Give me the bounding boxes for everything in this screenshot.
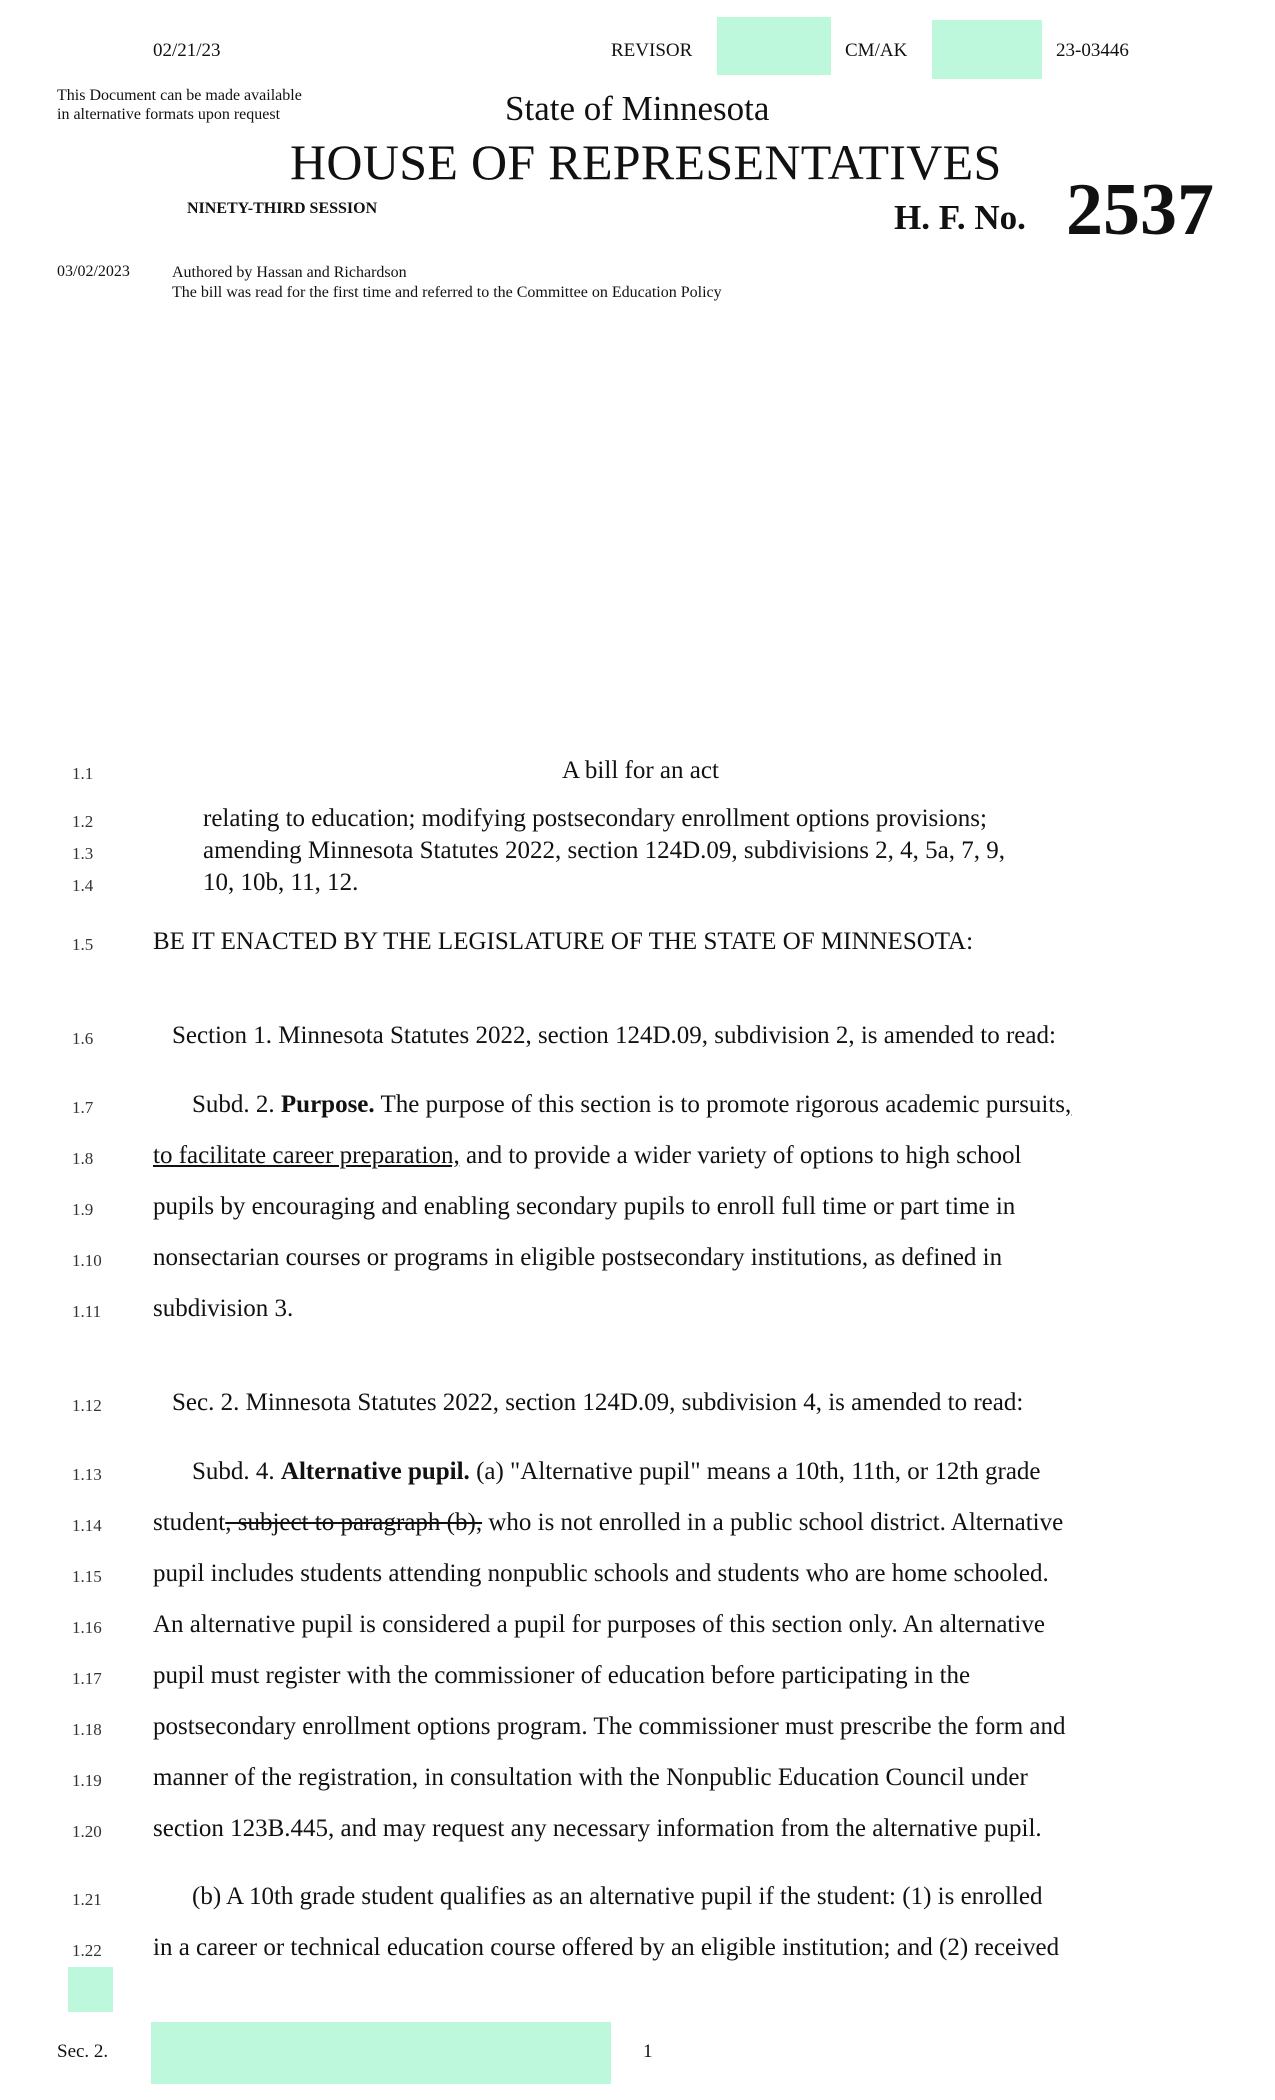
line-number: 1.12	[72, 1396, 102, 1415]
body-line: in a career or technical education course offered by an eligible institution; and (2) received	[153, 1934, 1060, 1961]
body-line	[192, 1458, 1041, 1486]
line-text: The purpose of this section is to promote rigorous academic pursuits	[374, 1091, 1066, 1118]
line-number: 1.14	[72, 1516, 102, 1535]
enacting-clause: BE IT ENACTED BY THE LEGISLATURE OF THE STATE OF MINNESOTA:	[153, 928, 974, 955]
subd-heading: Purpose.	[280, 1091, 375, 1118]
availability-note	[57, 86, 302, 124]
history-referral: The bill was read for the first time and referred to the Committee on Education Policy	[172, 284, 722, 301]
hf-number: 2537	[1066, 169, 1214, 251]
session-label: NINETY-THIRD SESSION	[187, 200, 378, 217]
line-number: 1.2	[72, 812, 94, 831]
section-heading: Sec. 2. Minnesota Statutes 2022, section 124D.09, subdivision 4, is amended to read:	[172, 1389, 1024, 1416]
body-line	[153, 1142, 1021, 1170]
availability-line: in alternative formats upon request	[57, 106, 281, 123]
subd-label: Subd. 2.	[192, 1091, 281, 1118]
line-number: 1.22	[72, 1941, 102, 1960]
footer-section: Sec. 2.	[57, 2041, 109, 2062]
availability-line: This Document can be made available	[57, 87, 302, 104]
header-initials: CM/AK	[845, 40, 908, 61]
redacted-box	[932, 20, 1042, 79]
line-number: 1.8	[72, 1149, 94, 1168]
struck-text: , subject to paragraph (b),	[225, 1509, 483, 1536]
line-number: 1.17	[72, 1669, 102, 1688]
body-line	[192, 1091, 1071, 1119]
line-number: 1.3	[72, 844, 94, 863]
body-line: relating to education; modifying postsecondary enrollment options provisions;	[203, 805, 987, 832]
line-number: 1.6	[72, 1029, 94, 1048]
inserted-text: to facilitate career preparation,	[153, 1142, 460, 1169]
subd-heading: Alternative pupil.	[280, 1458, 470, 1485]
body-line: pupil must register with the commissioner of education before participating in the	[153, 1662, 971, 1689]
body-line: (b) A 10th grade student qualifies as an alternative pupil if the student: (1) is enrolled	[192, 1883, 1043, 1910]
line-number: 1.4	[72, 876, 94, 895]
history-date: 03/02/2023	[57, 263, 130, 280]
body-line: nonsectarian courses or programs in eligible postsecondary institutions, as defined in	[153, 1244, 1003, 1271]
line-number: 1.9	[72, 1200, 94, 1219]
house-title: HOUSE OF REPRESENTATIVES	[290, 134, 1002, 190]
body-line	[153, 1509, 1063, 1537]
line-number: 1.11	[72, 1302, 102, 1321]
redacted-box	[151, 2022, 611, 2084]
body-line: section 123B.445, and may request any necessary information from the alternative pupil.	[153, 1815, 1042, 1842]
body-line: subdivision 3.	[153, 1295, 294, 1322]
body-line: amending Minnesota Statutes 2022, section 124D.09, subdivisions 2, 4, 5a, 7, 9,	[203, 837, 1006, 864]
subd-label: Subd. 4.	[192, 1458, 281, 1485]
history-text	[172, 263, 722, 303]
line-number: 1.19	[72, 1771, 102, 1790]
line-number: 1.18	[72, 1720, 102, 1739]
bill-title: A bill for an act	[562, 757, 719, 784]
line-number: 1.7	[72, 1098, 94, 1117]
line-text: and to provide a wider variety of options to high school	[459, 1142, 1022, 1169]
inserted-text: ,	[1065, 1091, 1072, 1118]
line-number: 1.20	[72, 1822, 102, 1841]
header-revisor: REVISOR	[611, 40, 693, 61]
redacted-box	[68, 1967, 113, 2012]
page-number: 1	[643, 2041, 653, 2062]
line-number: 1.13	[72, 1465, 102, 1484]
line-number: 1.21	[72, 1890, 102, 1909]
body-line: postsecondary enrollment options program. The commissioner must prescribe the form and	[153, 1713, 1066, 1740]
body-line: 10, 10b, 11, 12.	[203, 869, 359, 896]
line-number: 1.15	[72, 1567, 102, 1586]
line-text: student	[153, 1509, 226, 1536]
line-text: (a) "Alternative pupil" means a 10th, 11th, or 12th grade	[469, 1458, 1041, 1485]
line-number: 1.5	[72, 935, 94, 954]
body-line: pupils by encouraging and enabling secondary pupils to enroll full time or part time in	[153, 1193, 1016, 1220]
body-line: An alternative pupil is considered a pupil for purposes of this section only. An alternative	[153, 1611, 1045, 1638]
section-heading: Section 1. Minnesota Statutes 2022, section 124D.09, subdivision 2, is amended to read:	[172, 1022, 1056, 1049]
hf-label: H. F. No.	[894, 198, 1026, 237]
body-line: pupil includes students attending nonpublic schools and students who are home schooled.	[153, 1560, 1049, 1587]
header-date: 02/21/23	[153, 40, 221, 61]
redacted-box	[717, 17, 831, 75]
header-doc-number: 23-03446	[1056, 40, 1129, 61]
body-line: manner of the registration, in consultation with the Nonpublic Education Council under	[153, 1764, 1028, 1791]
history-authored: Authored by Hassan and Richardson	[172, 264, 407, 281]
line-text: who is not enrolled in a public school district. Alternative	[482, 1509, 1064, 1536]
state-title: State of Minnesota	[505, 89, 770, 128]
line-number: 1.10	[72, 1251, 102, 1270]
line-number: 1.1	[72, 764, 94, 783]
line-number: 1.16	[72, 1618, 102, 1637]
